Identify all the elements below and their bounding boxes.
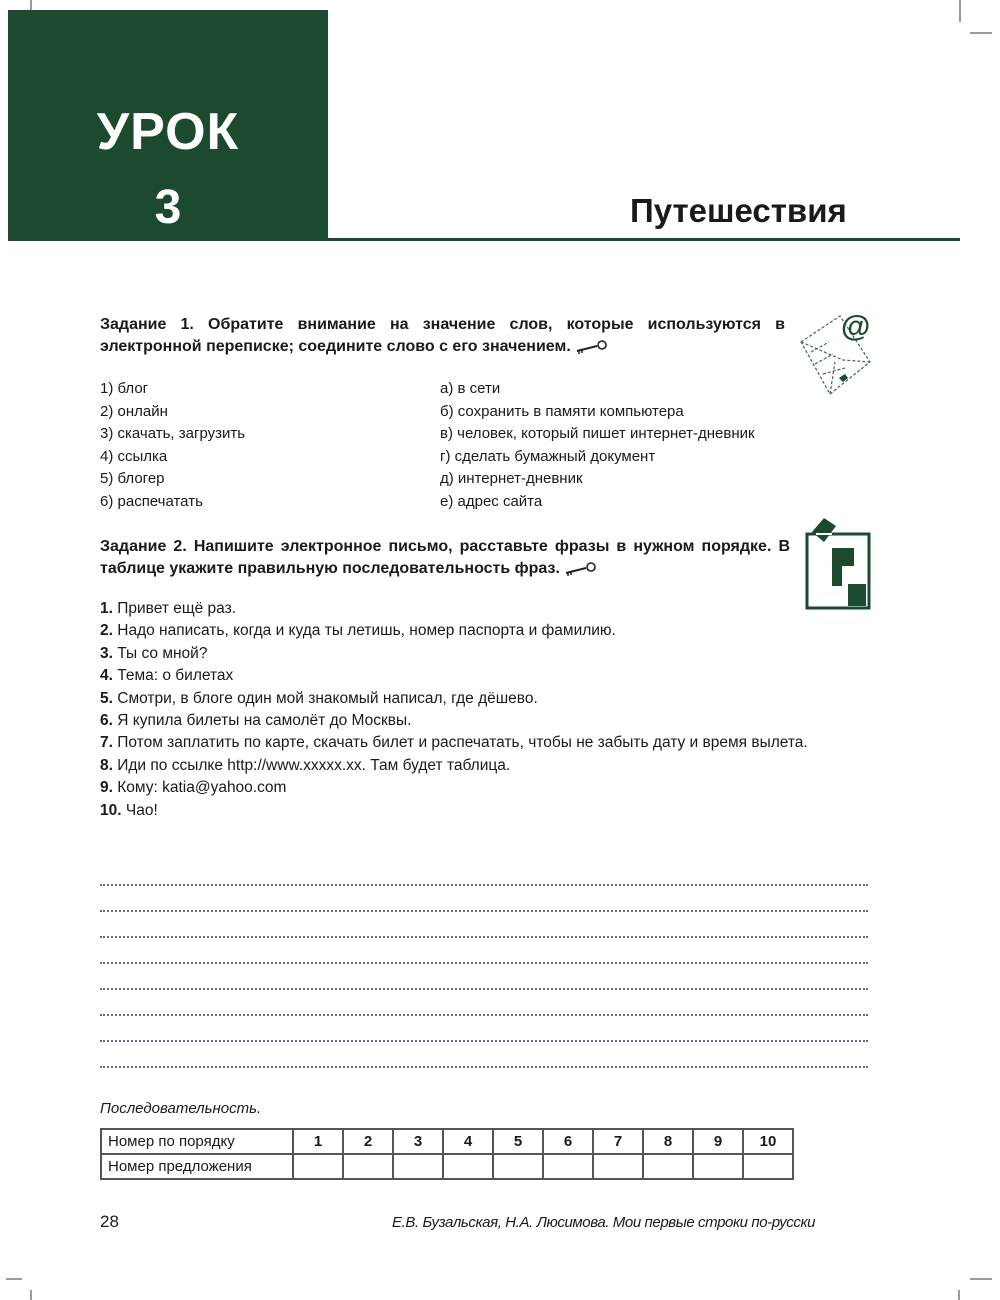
lesson-number: 3 xyxy=(154,181,182,234)
task1-heading-text: Задание 1. Обратите внимание на значение слов, которые используются в электронной переписке; соедините слово с его значением. xyxy=(100,316,785,355)
word-item: 4) ссылка xyxy=(100,447,168,465)
row-header: Номер по порядку xyxy=(101,1129,293,1154)
meaning-item: а) в сети xyxy=(440,380,501,397)
crop-mark xyxy=(970,1278,992,1280)
phrase-item: 9. Кому: katia@yahoo.com xyxy=(100,779,287,797)
answer-line[interactable] xyxy=(100,910,868,912)
phrase-item: 10. Чао! xyxy=(100,801,158,819)
meaning-list xyxy=(440,378,755,513)
answer-cell[interactable] xyxy=(743,1154,793,1179)
answer-line[interactable] xyxy=(100,936,868,938)
meaning-item: в) человек, который пишет интернет-дневник xyxy=(440,425,755,442)
row-header: Номер предложения xyxy=(101,1154,293,1179)
answer-cell[interactable] xyxy=(593,1154,643,1179)
word-item: 5) блогер xyxy=(100,470,165,487)
meaning-item: д) интернет-дневник xyxy=(440,470,583,487)
phrase-item: 2. Надо написать, когда и куда ты летишь, номер паспорта и фамилию. xyxy=(100,622,616,640)
table-row xyxy=(101,1154,793,1179)
order-number: 10 xyxy=(743,1129,793,1154)
phrase-item: 4. Тема: о билетах xyxy=(100,667,234,685)
answer-cell[interactable] xyxy=(443,1154,493,1179)
answer-cell[interactable] xyxy=(493,1154,543,1179)
phrase-item: 1. Привет ещё раз. xyxy=(100,600,237,617)
word-list xyxy=(100,378,245,513)
book-credits: Е.В. Бузальская, Н.А. Люсимова. Мои первые строки по-русски xyxy=(392,1214,816,1231)
order-number: 8 xyxy=(643,1129,693,1154)
sequence-table xyxy=(100,1128,794,1180)
meaning-item: б) сохранить в памяти компьютера xyxy=(440,402,684,420)
key-icon xyxy=(564,562,598,576)
answer-cell[interactable] xyxy=(393,1154,443,1179)
crop-mark xyxy=(6,1278,22,1280)
answer-cell[interactable] xyxy=(543,1154,593,1179)
phrase-item: 8. Иди по ссылке http://www.xxxxx.xx. Там будет таблица. xyxy=(100,756,511,774)
word-item: 3) скачать, загрузить xyxy=(100,425,246,442)
answer-line[interactable] xyxy=(100,884,868,886)
answer-line[interactable] xyxy=(100,1040,868,1042)
answer-cell[interactable] xyxy=(293,1154,343,1179)
answer-cell[interactable] xyxy=(343,1154,393,1179)
lesson-badge xyxy=(8,10,328,240)
answer-cell[interactable] xyxy=(693,1154,743,1179)
phrase-item: 5. Смотри, в блоге один мой знакомый написал, где дёшево. xyxy=(100,689,538,707)
answer-line[interactable] xyxy=(100,962,868,964)
document-form-icon xyxy=(804,512,874,612)
lesson-word: УРОК xyxy=(96,103,240,161)
order-number: 5 xyxy=(493,1129,543,1154)
answer-line[interactable] xyxy=(100,1066,868,1068)
page-title: Путешествия xyxy=(630,192,847,229)
crop-mark xyxy=(970,32,992,34)
order-number: 1 xyxy=(293,1129,343,1154)
order-number: 2 xyxy=(343,1129,393,1154)
sequence-label: Последовательность. xyxy=(100,1100,262,1117)
task2-heading-text: Задание 2. Напишите электронное письмо, расставьте фразы в нужном порядке. В таблице укажите правильную последовательность фраз. xyxy=(100,538,790,577)
phrase-item: 7. Потом заплатить по карте, скачать билет и распечатать, чтобы не забыть дату и время вылета. xyxy=(100,734,808,752)
order-number: 9 xyxy=(693,1129,743,1154)
order-number: 6 xyxy=(543,1129,593,1154)
word-item: 2) онлайн xyxy=(100,402,168,420)
word-item: 6) распечатать xyxy=(100,492,203,510)
order-number: 3 xyxy=(393,1129,443,1154)
key-icon xyxy=(575,340,609,354)
crop-mark xyxy=(30,1290,32,1300)
crop-mark xyxy=(959,0,961,22)
phrase-item: 6. Я купила билеты на самолёт до Москвы. xyxy=(100,712,412,730)
page-number: 28 xyxy=(100,1212,119,1231)
meaning-item: г) сделать бумажный документ xyxy=(440,447,656,465)
table-row xyxy=(101,1129,793,1154)
order-number: 7 xyxy=(593,1129,643,1154)
phrase-item: 3. Ты со мной? xyxy=(100,644,208,662)
crop-mark xyxy=(958,1290,960,1300)
svg-text:@: @ xyxy=(841,310,871,343)
meaning-item: е) адрес сайта xyxy=(440,492,543,510)
task2-heading xyxy=(100,536,790,580)
word-item: 1) блог xyxy=(100,380,149,397)
phrase-list xyxy=(100,598,880,822)
email-envelope-icon xyxy=(795,302,875,402)
order-number: 4 xyxy=(443,1129,493,1154)
answer-line[interactable] xyxy=(100,988,868,990)
answer-cell[interactable] xyxy=(643,1154,693,1179)
answer-line[interactable] xyxy=(100,1014,868,1016)
task1-heading xyxy=(100,314,785,358)
title-divider xyxy=(8,238,960,241)
